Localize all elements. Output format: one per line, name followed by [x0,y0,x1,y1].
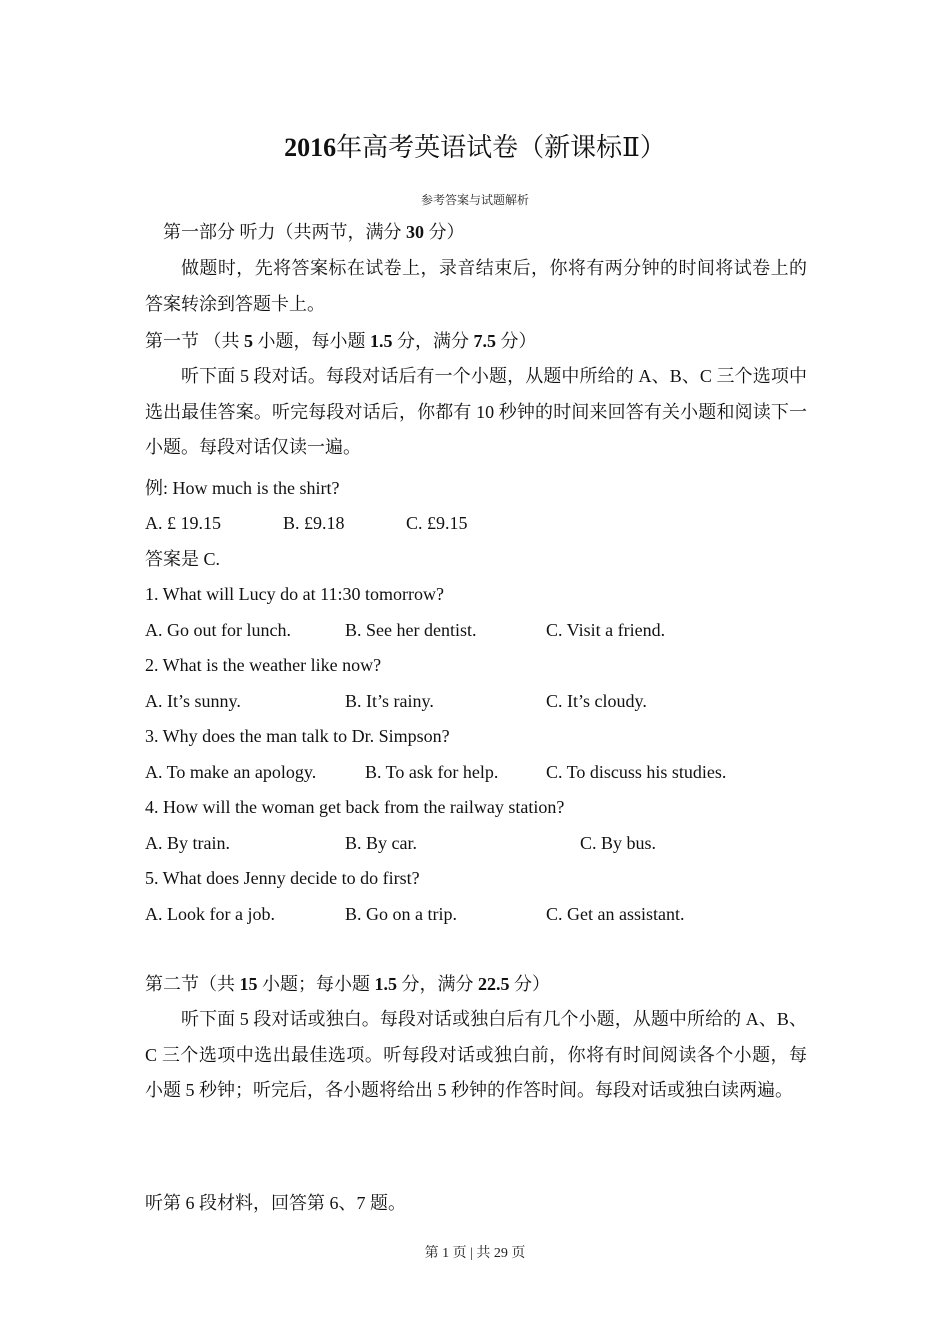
section1-instructions: 听下面 5 段对话。每段对话后有一个小题，从题中所给的 A、B、C 三个选项中选出最佳答案。听完每段对话后，你都有 10 秒钟的时间来回答有关小题和阅读下一小题。每段对话仅读一遍。 [145,366,807,457]
example-question: 例: How much is the shirt? [145,478,340,498]
question-2-option-a: A. It’s sunny. [145,691,241,711]
question-5-option-c: C. Get an assistant. [546,904,685,924]
question-2: 2. What is the weather like now? [145,655,382,675]
question-1: 1. What will Lucy do at 11:30 tomorrow? [145,584,444,604]
section1-heading: 第一节 （共 5 小题，每小题 1.5 分，满分 7.5 分） [145,331,537,351]
question-4-option-a: A. By train. [145,833,230,853]
question-5: 5. What does Jenny decide to do first? [145,868,420,888]
question-2-option-c: C. It’s cloudy. [546,691,647,711]
question-2-option-b: B. It’s rainy. [345,691,434,711]
section2-instructions: 听下面 5 段对话或独白。每段对话或独白后有几个小题，从题中所给的 A、B、C 三个选项中选出最佳选项。听每段对话或独白前，你将有时间阅读各个小题，每小题 5 秒钟；听完后，各小题将给出 5 秒钟的作答时间。每段对话或独白读两遍。 [145,1009,807,1100]
question-3-option-a: A. To make an apology. [145,762,317,782]
question-1-option-b: B. See her dentist. [345,620,477,640]
material-6-heading: 听第 6 段材料，回答第 6、7 题。 [145,1193,406,1213]
question-4-option-b: B. By car. [345,833,417,853]
question-4: 4. How will the woman get back from the railway station? [145,797,565,817]
question-5-option-b: B. Go on a trip. [345,904,457,924]
page-subtitle: 参考答案与试题解析 [420,193,529,207]
question-4-option-c: C. By bus. [580,833,657,853]
question-3-option-c: C. To discuss his studies. [546,762,727,782]
example-option-a: A. £ 19.15 [145,513,221,533]
listening-instructions: 做题时，先将答案标在试卷上，录音结束后，你将有两分钟的时间将试卷上的答案转涂到答题卡上。 [145,258,807,314]
example-option-c: C. £9.15 [406,513,468,533]
question-3-option-b: B. To ask for help. [365,762,499,782]
section2-heading: 第二节（共 15 小题；每小题 1.5 分，满分 22.5 分） [145,974,550,994]
title-text: 年高考英语试卷（新课标Ⅱ） [336,133,666,162]
question-1-option-a: A. Go out for lunch. [145,620,291,640]
page-title [0,130,950,166]
example-option-b: B. £9.18 [283,513,345,533]
part1-heading: 第一部分 听力（共两节，满分 30 分） [163,222,465,242]
question-1-option-c: C. Visit a friend. [546,620,666,640]
question-3: 3. Why does the man talk to Dr. Simpson? [145,726,450,746]
page-footer: 第 1 页 | 共 29 页 [424,1246,526,1261]
example-answer: 答案是 C. [145,549,221,569]
title-year: 2016 [284,133,337,162]
question-5-option-a: A. Look for a job. [145,904,275,924]
